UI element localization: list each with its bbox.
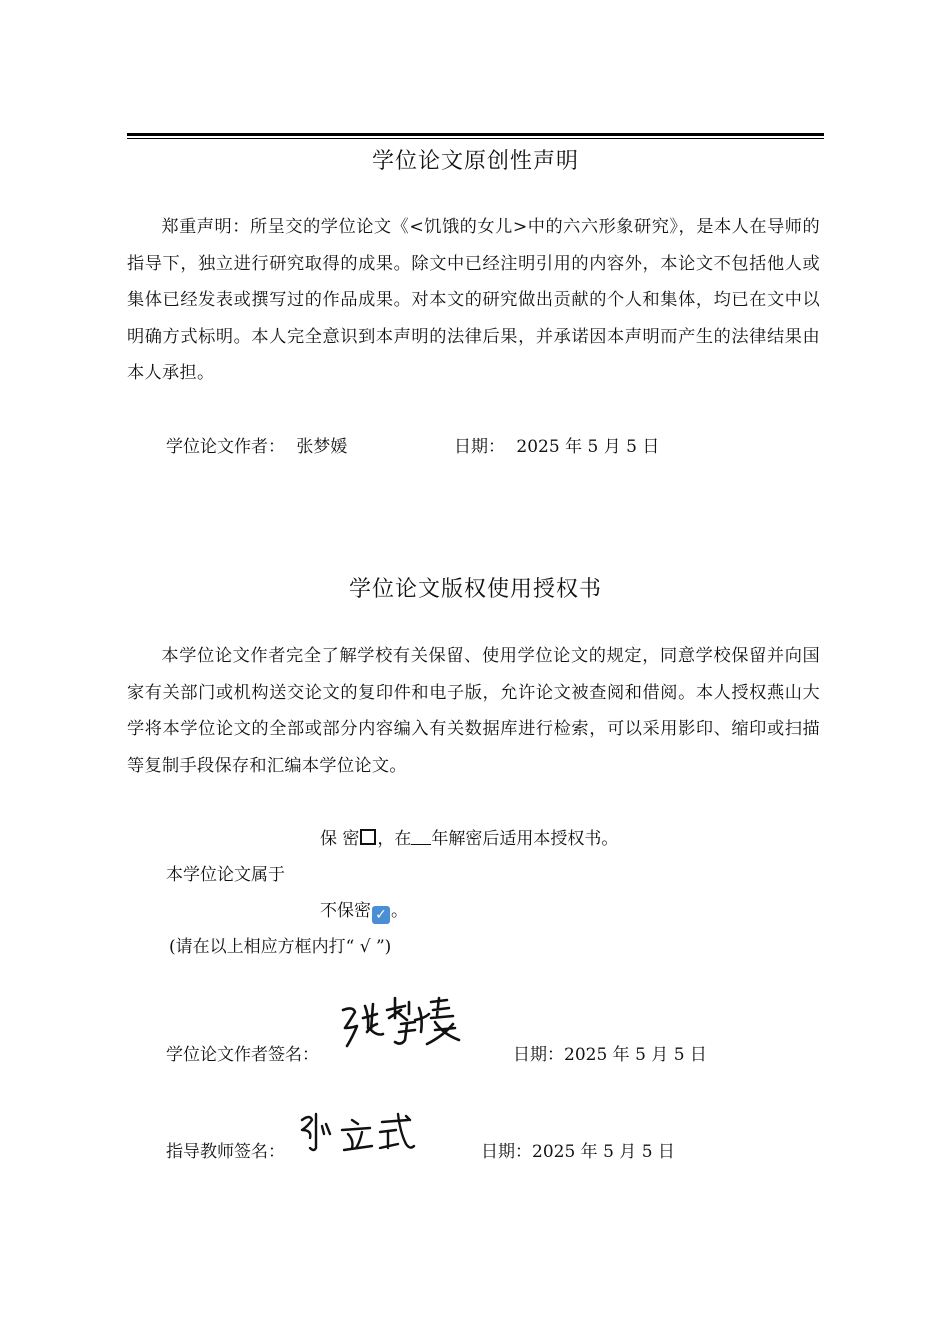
author-label: 学位论文作者： <box>166 437 285 457</box>
advisor-sign-label: 指导教师签名： <box>166 1142 285 1162</box>
author-sign-label: 学位论文作者签名： <box>166 1045 319 1065</box>
not-secret-label: 不保密 <box>320 901 371 921</box>
not-secret-end: 。 <box>391 901 408 921</box>
author-handwritten-signature <box>335 988 480 1058</box>
declaration-date-line <box>454 432 659 457</box>
checkbox-note: (请在以上相应方框内打“ √ ”) <box>169 937 392 957</box>
belongs-label: 本学位论文属于 <box>166 865 285 885</box>
declaration-title: 学位论文原创性声明 <box>371 149 579 174</box>
not-secret-option-line <box>320 896 408 924</box>
date-value: 2025 年 5 月 5 日 <box>516 437 660 457</box>
secret-option-line <box>320 824 618 849</box>
not-secret-checkbox[interactable]: ✓ <box>372 906 390 924</box>
author-name: 张梦媛 <box>296 437 348 457</box>
date-label: 日期： <box>454 437 505 457</box>
secret-suffix: 年解密后适用本授权书。 <box>431 829 619 849</box>
authorization-body: 本学位论文作者完全了解学校有关保留、使用学位论文的规定，同意学校保留并向国家有关部门或机构送交论文的复印件和电子版，允许论文被查阅和借阅。本人授权燕山大学将本学位论文的全部或部分内容编入有关数据库进行检索，可以采用影印、缩印或扫描等复制手段保存和汇编本学位论文。 <box>127 646 820 776</box>
header-rule-thick <box>127 133 824 136</box>
declaration-body: 郑重声明：所呈交的学位论文《<饥饿的女儿>中的六六形象研究》，是本人在导师的指导下，独立进行研究取得的成果。除文中已经注明引用的内容外，本论文不包括他人或集体已经发表或撰写过的作品成果。对本文的研究做出贡献的个人和集体，均已在文中以明确方式标明。本人完全意识到本声明的法律后果，并承诺因本声明而产生的法律结果由本人承担。 <box>127 217 820 383</box>
secret-mid: ，在 <box>377 829 412 849</box>
authorization-title: 学位论文版权使用授权书 <box>348 577 602 602</box>
secret-checkbox[interactable] <box>360 829 376 845</box>
secret-year-blank <box>411 830 431 845</box>
declaration-author-line <box>166 432 347 457</box>
advisor-handwritten-signature <box>296 1108 416 1158</box>
secret-label: 保 密 <box>320 829 360 849</box>
author-sign-date: 日期：2025 年 5 月 5 日 <box>513 1045 707 1065</box>
advisor-sign-date: 日期：2025 年 5 月 5 日 <box>481 1142 675 1162</box>
header-rule-thin <box>127 138 824 139</box>
